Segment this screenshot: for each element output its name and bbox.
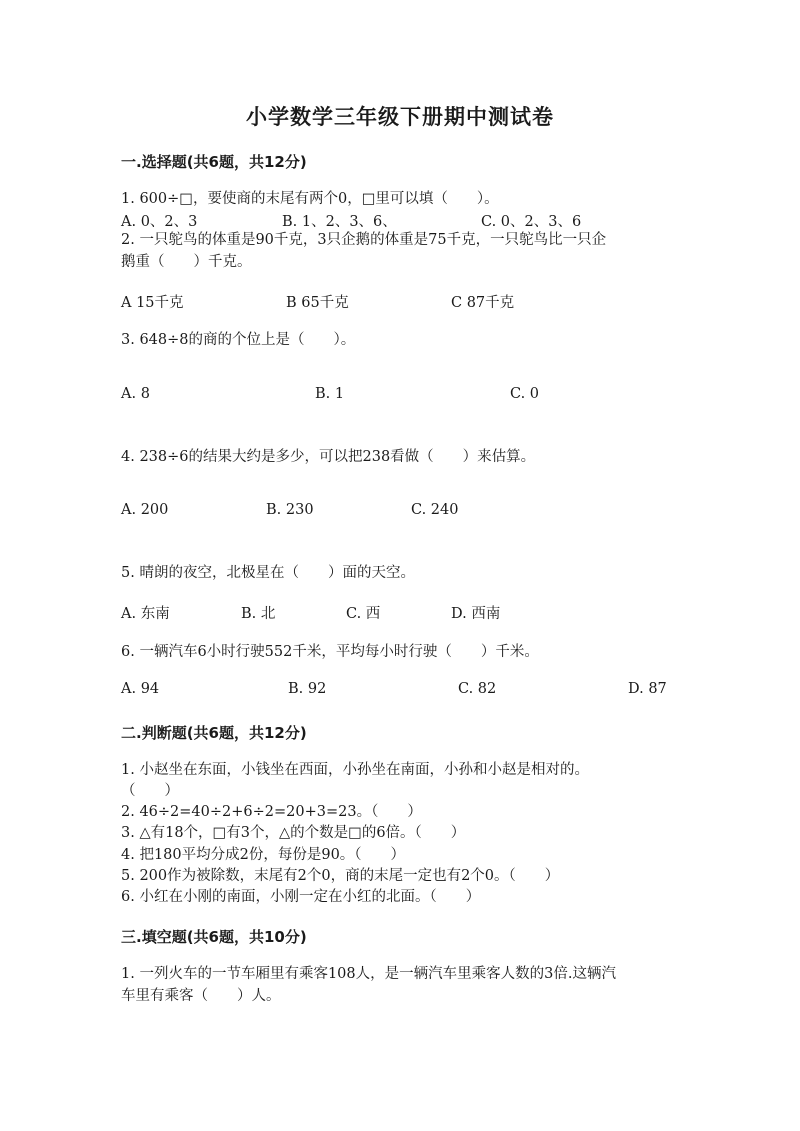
option-c: C. 0 <box>510 386 540 402</box>
fill-question-1-line2: 车里有乘客（ ）人。 <box>121 988 281 1004</box>
option-c: C. 0、2、3、6 <box>481 214 582 230</box>
fill-question-1-line1: 1. 一列火车的一节车厢里有乘客108人，是一辆汽车里乘客人数的3倍.这辆汽 <box>121 966 616 982</box>
option-b: B. 230 <box>266 502 314 518</box>
judge-question-2: 2. 46÷2=40÷2+6÷2=20+3=23。（ ） <box>121 804 422 820</box>
option-d: D. 西南 <box>451 606 501 622</box>
option-b: B. 北 <box>241 606 276 622</box>
judge-question-3: 3. △有18个，□有3个，△的个数是□的6倍。（ ） <box>121 825 466 841</box>
option-b: B 65千克 <box>286 295 349 311</box>
option-a: A. 94 <box>121 681 160 697</box>
option-a: A 15千克 <box>121 295 184 311</box>
option-a: A. 200 <box>121 502 169 518</box>
option-a: A. 东南 <box>121 606 170 622</box>
option-a: A. 8 <box>121 386 150 402</box>
option-b: B. 92 <box>288 681 327 697</box>
section-heading-judgement: 二.判断题(共6题，共12分) <box>121 724 307 742</box>
section-heading-fill-blank: 三.填空题(共6题，共10分) <box>121 928 307 946</box>
judge-question-1-line2: （ ） <box>121 783 179 799</box>
option-a: A. 0、2、3 <box>121 214 198 230</box>
judge-question-4: 4. 把180平均分成2份，每份是90。（ ） <box>121 847 406 863</box>
question-2-line1: 2. 一只鸵鸟的体重是90千克，3只企鹅的体重是75千克，一只鸵鸟比一只企 <box>121 232 607 248</box>
question-4: 4. 238÷6的结果大约是多少，可以把238看做（ ）来估算。 <box>121 449 536 465</box>
page-title: 小学数学三年级下册期中测试卷 <box>246 104 554 129</box>
question-5: 5. 晴朗的夜空，北极星在（ ）面的天空。 <box>121 565 415 581</box>
option-c: C 87千克 <box>451 295 515 311</box>
option-d: D. 87 <box>628 681 667 697</box>
option-c: C. 82 <box>458 681 497 697</box>
section-heading-choice: 一.选择题(共6题，共12分) <box>121 153 307 171</box>
option-c: C. 240 <box>411 502 459 518</box>
judge-question-5: 5. 200作为被除数，末尾有2个0，商的末尾一定也有2个0。（ ） <box>121 868 560 884</box>
option-c: C. 西 <box>346 606 381 622</box>
option-b: B. 1 <box>315 386 345 402</box>
judge-question-1-line1: 1. 小赵坐在东面，小钱坐在西面，小孙坐在南面，小孙和小赵是相对的。 <box>121 762 589 778</box>
question-3: 3. 648÷8的商的个位上是（ ）。 <box>121 332 356 348</box>
question-2-line2: 鹅重（ ）千克。 <box>121 254 252 270</box>
judge-question-6: 6. 小红在小刚的南面，小刚一定在小红的北面。（ ） <box>121 889 481 905</box>
option-b: B. 1、2、3、6、 <box>282 214 397 230</box>
question-1: 1. 600÷□，要使商的末尾有两个0，□里可以填（ ）。 <box>121 191 499 207</box>
question-6: 6. 一辆汽车6小时行驶552千米，平均每小时行驶（ ）千米。 <box>121 644 539 660</box>
